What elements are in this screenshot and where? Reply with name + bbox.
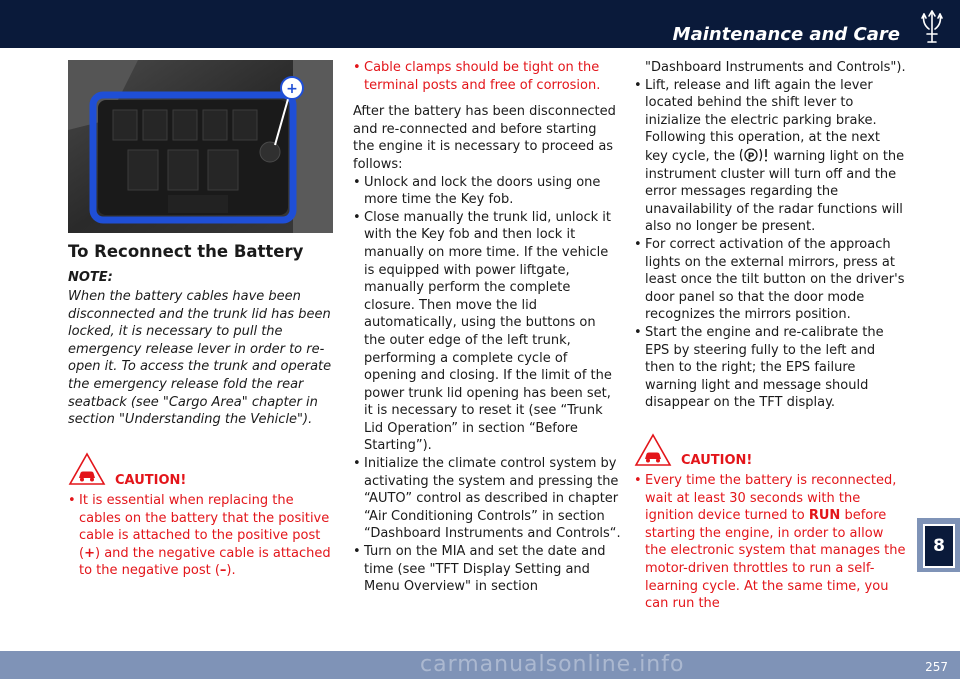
page-number: 257 (925, 660, 948, 674)
caution-label: CAUTION! (681, 453, 753, 468)
list-item: • Start the engine and re-calibrate the EPS by steering fully to the left and then to the right; the EPS failure warning light and message should disappear on the TFT display. (634, 324, 906, 412)
positive-marker-label: + (286, 81, 298, 97)
caution-text (68, 492, 338, 580)
battery-photo (68, 60, 333, 233)
note-label: NOTE: (68, 270, 113, 285)
caution-label: CAUTION! (115, 473, 187, 488)
caution-car-icon (68, 452, 106, 486)
section-title: To Reconnect the Battery (68, 242, 304, 261)
chapter-tab[interactable] (917, 518, 960, 572)
caution-item-continued: • Cable clamps should be tight on the terminal posts and free of corrosion. (353, 59, 621, 94)
list-item: • Unlock and lock the doors using one more time the Key fob. (353, 174, 621, 209)
list-item: • Turn on the MIA and set the date and time (see "TFT Display Setting and Menu Overview" in section (353, 543, 621, 596)
maserati-trident-icon (916, 8, 948, 46)
caution-item: • Every time the battery is reconnected, wait at least 30 seconds with the ignition device turned to RUN before starting the engine, in order to allow the electronic system that manages the motor-driven throttles to run a self-learning cycle. At the same time, you can run the (634, 472, 906, 613)
note-text: When the battery cables have been disconnected and the trunk lid has been locked, it is necessary to pull the emergency release lever in order to re-open it. To access the trunk and operate the emergency release fold the rear seatback (see "Cargo Area" chapter in section "Understanding the Vehicle"). (68, 289, 332, 428)
list-item: • Initialize the climate control system by activating the system and pressing the “AUTO” control as described in chapter “Air Conditioning Controls” in section “Dashboard Instruments and Controls“. (353, 455, 621, 543)
parking-brake-warning-icon (739, 147, 769, 163)
watermark: carmanualsonline.info (420, 652, 685, 677)
list-item: • Lift, release and lift again the lever located behind the shift lever to inizialize the electric parking brake. Following this operation, at the next key cycle, the P warning light on the instrument cluster will turn off and the error messages regarding the unavailability of the radar functions will also no longer be present. (634, 77, 906, 236)
list-item: • Close manually the trunk lid, unlock it with the Key fob and then lock it manually on more time. If the vehicle is equipped with power liftgate, manually perform the complete closure. Then move the lid automatically, using the buttons on the outer edge of the left trunk, performing a complete cycle of opening and closing. If the limit of the power trunk lid opening has been set, it is necessary to reset it (see “Trunk Lid Operation” in section “Before Starting”). (353, 209, 621, 455)
svg-text:P: P (747, 151, 755, 162)
caution-car-icon (634, 433, 672, 467)
chapter-number: 8 (923, 524, 955, 568)
caution-text (634, 472, 906, 613)
list-item: • For correct activation of the approach lights on the external mirrors, press at least once the tilt button on the driver's door panel so that the door mode recognizes the mirrors position. (634, 236, 906, 324)
caution-item: • It is essential when replacing the cables on the battery that the positive cable is attached to the positive post (+) and the negative cable is attached to the negative post (–). (68, 492, 338, 580)
procedure-intro: After the battery has been disconnected and re-connected and before starting the engine it is necessary to proceed as follows: (353, 104, 616, 172)
continued-text: "Dashboard Instruments and Controls"). (645, 60, 906, 75)
column-3 (634, 59, 906, 412)
column-2 (353, 59, 621, 596)
header-title: Maintenance and Care (672, 24, 900, 45)
